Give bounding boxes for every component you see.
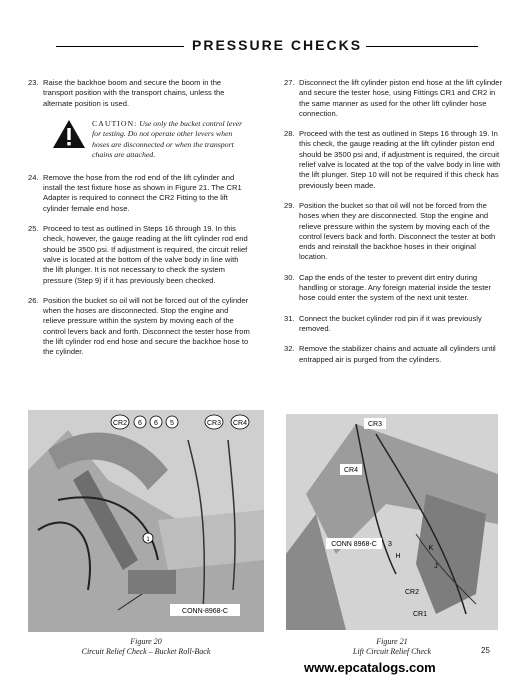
step-text: Proceed to test as outlined in Steps 16 through 19. In this check, however, the gauge reading at the lift cylinder rod end should be 3500 psi. If adjustment is required, the circuit relief valve is located at the bottom of the valve body in line with the lift plunger. It is not necessary to check the system pressure (Step 9) if it has previously been checked.: [43, 224, 248, 285]
caution-box: [52, 119, 250, 161]
step-27: [284, 78, 506, 119]
page-number: 25: [481, 646, 490, 655]
right-column: [284, 78, 506, 375]
figure-20-conn-label: CONN-8968-C: [182, 608, 228, 615]
figure-21-number: Figure 21: [376, 637, 408, 646]
callout-k: K: [428, 545, 434, 552]
callout-cr3: CR3: [206, 420, 222, 427]
step-number: 25.: [28, 224, 39, 234]
step-number: 31.: [284, 313, 295, 323]
step-text: Proceed with the test as outlined in Steps 16 through 19. In this check, the gauge reading at the lift cylinder piston end should be 3500 psi and, if adjustment is required, the circuit relief valve is located at the top of the valve body in line with the lift plunger. Step 10 will not be required if this check has previously been made.: [299, 129, 501, 190]
header-rule-left: [56, 46, 184, 47]
step-number: 27.: [284, 78, 295, 87]
caution-label: CAUTION:: [92, 118, 138, 128]
figure-21-caption: [286, 637, 498, 657]
step-number: 24.: [28, 172, 39, 182]
figure-20-caption: [28, 637, 264, 657]
callout-conn: CONN 8968-C: [331, 541, 377, 548]
left-column: [28, 78, 250, 368]
callout-cr4: CR4: [343, 467, 359, 474]
caution-body: Use only the bucket control lever for testing. Do not operate other levers when hoses are disconnected or when the transport chains are attached.: [92, 118, 243, 160]
callout-h: H: [395, 553, 401, 560]
caution-text: [92, 119, 250, 161]
step-23: [28, 78, 250, 109]
step-number: 26.: [28, 295, 39, 305]
callout-6a: 6: [138, 420, 142, 427]
figure-21-title: Lift Circuit Relief Check: [352, 647, 432, 656]
step-25: [28, 224, 250, 286]
step-text: Position the bucket so oil will not be forced out of the cylinder when the hoses are disconnected. Stop the engine and relieve pressure within the system by moving each of the control levers back and forth. Disconnect the tester hose from the lift cylinder rod end hose and secure the backhoe hose to the cylinder.: [43, 295, 250, 357]
figure-20-title: Circuit Relief Check – Bucket Roll-Back: [81, 647, 211, 656]
header-rule-right: [366, 46, 478, 47]
step-31: [284, 314, 506, 335]
step-29: [284, 201, 506, 263]
step-24: [28, 173, 250, 214]
watermark-url: www.epcatalogs.com: [304, 660, 436, 675]
step-30: [284, 273, 506, 304]
step-number: 30.: [284, 272, 295, 282]
callout-6b: 6: [154, 420, 158, 427]
step-number: 29.: [284, 200, 295, 210]
step-28: [284, 129, 506, 191]
callout-cr2: CR2: [404, 589, 420, 596]
step-26: [28, 296, 250, 358]
warning-icon: [52, 119, 92, 161]
step-text: Remove the hose from the rod end of the lift cylinder and install the test fixture hose as shown in Figure 21. The CR1 Adapter is required to connect the CR2 Fitting to the lift cylinder female end hose.: [43, 172, 242, 213]
step-text: Connect the bucket cylinder rod pin if it was previously removed.: [299, 313, 482, 333]
step-number: 23.: [28, 78, 39, 87]
callout-cr1: CR1: [412, 611, 428, 618]
callout-cr2: CR2: [112, 420, 128, 427]
callout-3: 3: [388, 541, 392, 548]
figure-21-photo: [286, 414, 498, 630]
callout-1: 1: [146, 537, 150, 543]
step-text: Position the bucket so that oil will not be forced from the hoses when they are disconnected. Stop the engine and relieve pressure within the system by moving each of the control levers back and forth. Disconnect the tester at both ends and reinstall the backhoe hoses in their original location.: [299, 200, 496, 262]
callout-cr4: CR4: [232, 420, 248, 427]
callout-5: 5: [170, 420, 174, 427]
figure-20-photo: [28, 410, 264, 632]
callout-cr3: CR3: [367, 421, 383, 428]
step-text: Remove the stabilizer chains and actuate all cylinders until entrapped air is purged from the cylinders.: [299, 344, 496, 364]
page-title: PRESSURE CHECKS: [192, 37, 363, 53]
figure-20-number: Figure 20: [130, 637, 162, 646]
step-text: Raise the backhoe boom and secure the boom in the transport position with the transport chains, unless the alternate position is used.: [43, 78, 225, 108]
step-32: [284, 344, 506, 365]
step-number: 32.: [284, 344, 295, 354]
step-number: 28.: [284, 129, 295, 139]
callout-j: J: [434, 563, 438, 570]
step-text: Disconnect the lift cylinder piston end hose at the lift cylinder and secure the tester hose, using Fittings CR1 and CR2 in the same manner as used for the other lift cylinder hose connection.: [299, 78, 503, 118]
step-text: Cap the ends of the tester to prevent dirt entry during handling or storage. Any foreign material inside the tester hose could enter the system of the next unit tester.: [299, 272, 492, 303]
